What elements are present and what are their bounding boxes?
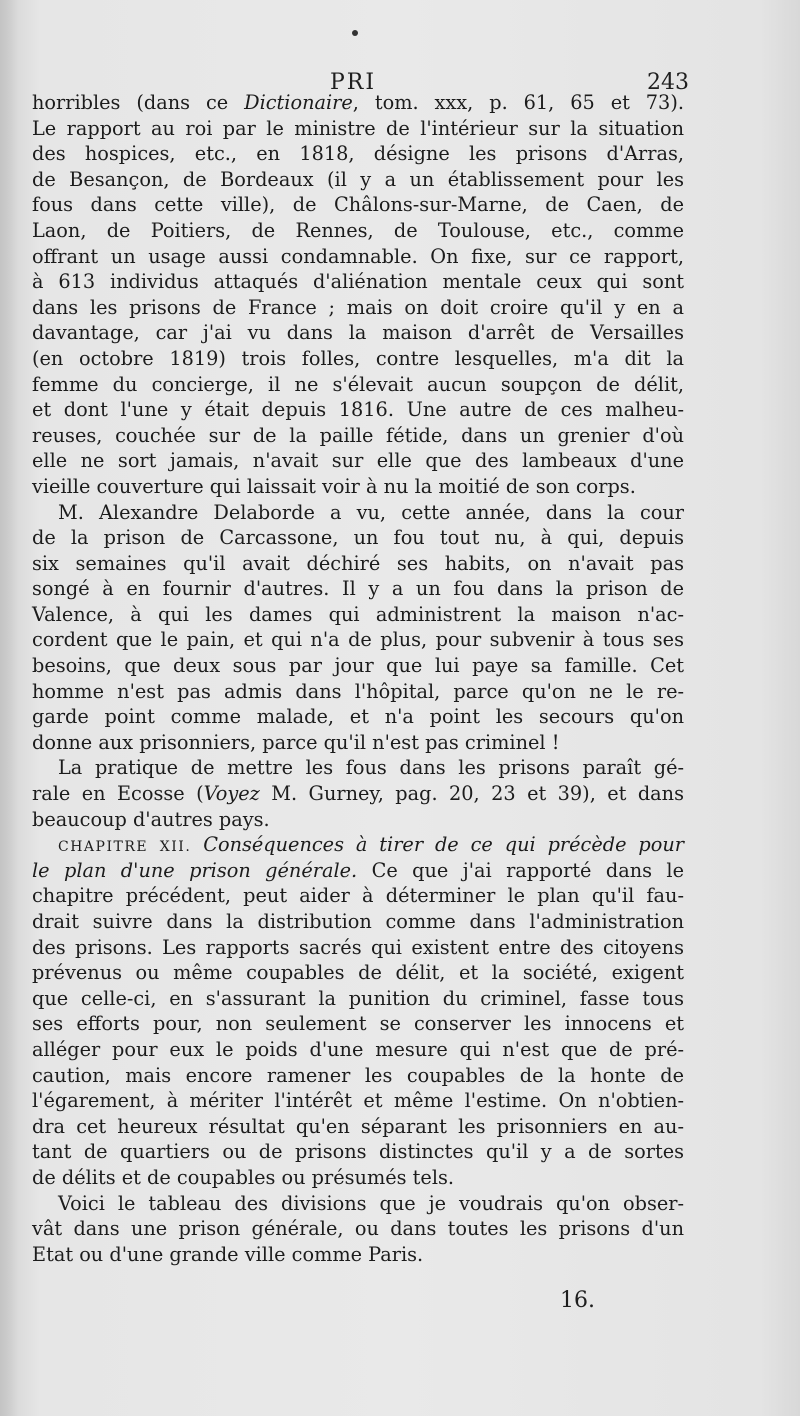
line-text: alléger pour eux le poids d'une mesure qui n'est que de pré- [32,1037,684,1061]
line-text: fous dans cette ville), de Châlons-sur-Marne, de Caen, de [32,193,684,217]
line-text-rest: Ce que j'ai rapporté dans le [357,858,684,882]
line-text: vât dans une prison générale, ou dans toutes les prisons d'un [32,1217,684,1241]
text-line [32,883,684,909]
line-text: Valence, à qui les dames qui administrent la maison n'ac- [32,602,684,626]
italic-text: Voyez [203,782,260,806]
line-text: ses efforts pour, non seulement se conserver les innocens et [32,1012,684,1036]
text-line [32,653,684,679]
text-line [32,1216,684,1242]
line-text: Etat ou d'une grande ville comme Paris. [32,1242,424,1266]
line-text: dra cet heureux résultat qu'en séparant les prisonniers en au- [32,1114,684,1138]
line-text: besoins, que deux sous par jour que lui paye sa famille. Cet [32,654,684,678]
line-text: beaucoup d'autres pays. [32,807,270,831]
text-line [32,832,684,858]
line-text: offrant un usage aussi condamnable. On fixe, sur ce rapport, [32,244,684,268]
running-head: PRI [330,70,377,95]
text-line [32,474,684,500]
text-line [32,525,684,551]
line-text: horribles (dans ce [32,91,245,114]
text-line [32,679,684,705]
line-text: cordent que le pain, et qui n'a de plus, pour subvenir à tous ses [32,628,684,652]
gutter-shadow [0,0,18,1416]
text-line [32,448,684,474]
text-line [32,1088,684,1114]
line-text: rale en Ecosse ( [32,782,204,806]
line-text: prévenus ou même coupables de délit, et la société, exigent [32,961,684,985]
line-text: elle ne sort jamais, n'avait sur elle que des lambeaux d'une [32,449,684,473]
line-text: femme du concierge, il ne s'élevait aucun soupçon de délit, [32,372,684,396]
line-text: caution, mais encore ramener les coupables de la honte de [32,1063,684,1087]
text-line [32,295,684,321]
line-text: que celle-ci, en s'assurant la punition du criminel, fasse tous [32,986,684,1010]
line-text: (en octobre 1819) trois folles, contre lesquelles, m'a dit la [32,346,684,370]
line-text: à 613 individus attaqués d'aliénation mentale ceux qui sont [32,270,684,294]
ink-spot [352,30,358,36]
text-line [32,909,684,935]
text-line [32,1063,684,1089]
line-text: La pratique de mettre les fous dans les prisons paraît gé- [58,756,684,780]
text-line [32,141,684,167]
text-line [32,1011,684,1037]
text-line [32,935,684,961]
text-line [32,807,684,833]
text-line [32,1165,684,1191]
line-text: Le rapport au roi par le ministre de l'intérieur sur la situation [32,116,684,140]
line-text: chapitre précédent, peut aider à déterminer le plan qu'il fau- [32,884,684,908]
text-line [32,320,684,346]
line-text: homme n'est pas admis dans l'hôpital, parce qu'on ne le re- [32,679,684,703]
page-number: 243 [647,70,689,95]
line-text: donne aux prisonniers, parce qu'il n'est pas criminel ! [32,730,560,754]
text-line [32,576,684,602]
line-text-rest: M. Gurney, pag. 20, 23 et 39), et dans [259,782,684,806]
text-line [32,704,684,730]
line-text: de Besançon, de Bordeaux (il y a un établissement pour les [32,167,684,191]
italic-text: Dictionaire [244,91,353,114]
line-text: six semaines qu'il avait déchiré ses habits, on n'avait pas [32,551,684,575]
body-text [32,90,684,1267]
line-text: Voici le tableau des divisions que je voudrais qu'on obser- [58,1191,684,1215]
line-text: garde point comme malade, et n'a point les secours qu'on [32,705,684,729]
text-line [32,218,684,244]
text-line [32,960,684,986]
text-line [32,1114,684,1140]
text-line [32,551,684,577]
line-text: Laon, de Poitiers, de Rennes, de Toulouse, etc., comme [32,218,684,242]
text-line [32,423,684,449]
line-text: songé à en fournir d'autres. Il y a un fou dans la prison de [32,577,684,601]
text-line [32,90,684,116]
text-line [32,1191,684,1217]
italic-text: le plan d'une prison générale. [32,858,358,882]
line-text: l'égarement, à mériter l'intérêt et même l'estime. On n'obtien- [32,1089,684,1113]
text-line [32,602,684,628]
line-text: dans les prisons de France ; mais on doit croire qu'il y en a [32,295,684,319]
text-line [32,781,684,807]
chapter-label: CHAPITRE XII. [58,839,192,856]
text-line [32,1242,684,1268]
line-text-rest: , tom. xxx, p. 61, 65 et 73). [352,91,684,114]
text-line [32,244,684,270]
text-line [32,192,684,218]
italic-text: Conséquences à tirer de ce qui précède pour [191,833,684,857]
text-line [32,730,684,756]
text-line [32,858,684,884]
text-line [32,1037,684,1063]
line-text: et dont l'une y était depuis 1816. Une autre de ces malheu- [32,398,684,422]
line-text: drait suivre dans la distribution comme dans l'administration [32,910,684,933]
line-text: tant de quartiers ou de prisons distinctes qu'il y a de sortes [32,1140,684,1164]
signature-mark: 16. [560,1288,595,1313]
text-line [32,372,684,398]
line-text: davantage, car j'ai vu dans la maison d'arrêt de Versailles [32,321,684,345]
text-line [32,116,684,142]
line-text: M. Alexandre Delaborde a vu, cette année, dans la cour [58,500,684,524]
text-line [32,269,684,295]
text-line [32,755,684,781]
line-text: reuses, couchée sur de la paille fétide, dans un grenier d'où [32,423,684,447]
line-text: vieille couverture qui laissait voir à nu la moitié de son corps. [32,474,636,498]
text-line [32,346,684,372]
line-text: des prisons. Les rapports sacrés qui existent entre des citoyens [32,935,684,959]
text-line [32,500,684,526]
text-line [32,167,684,193]
text-line [32,397,684,423]
line-text: des hospices, etc., en 1818, désigne les prisons d'Arras, [32,142,684,166]
text-line [32,986,684,1012]
line-text: de délits et de coupables ou présumés tels. [32,1165,455,1189]
text-line [32,627,684,653]
line-text: de la prison de Carcassone, un fou tout nu, à qui, depuis [32,526,684,550]
text-line [32,1139,684,1165]
